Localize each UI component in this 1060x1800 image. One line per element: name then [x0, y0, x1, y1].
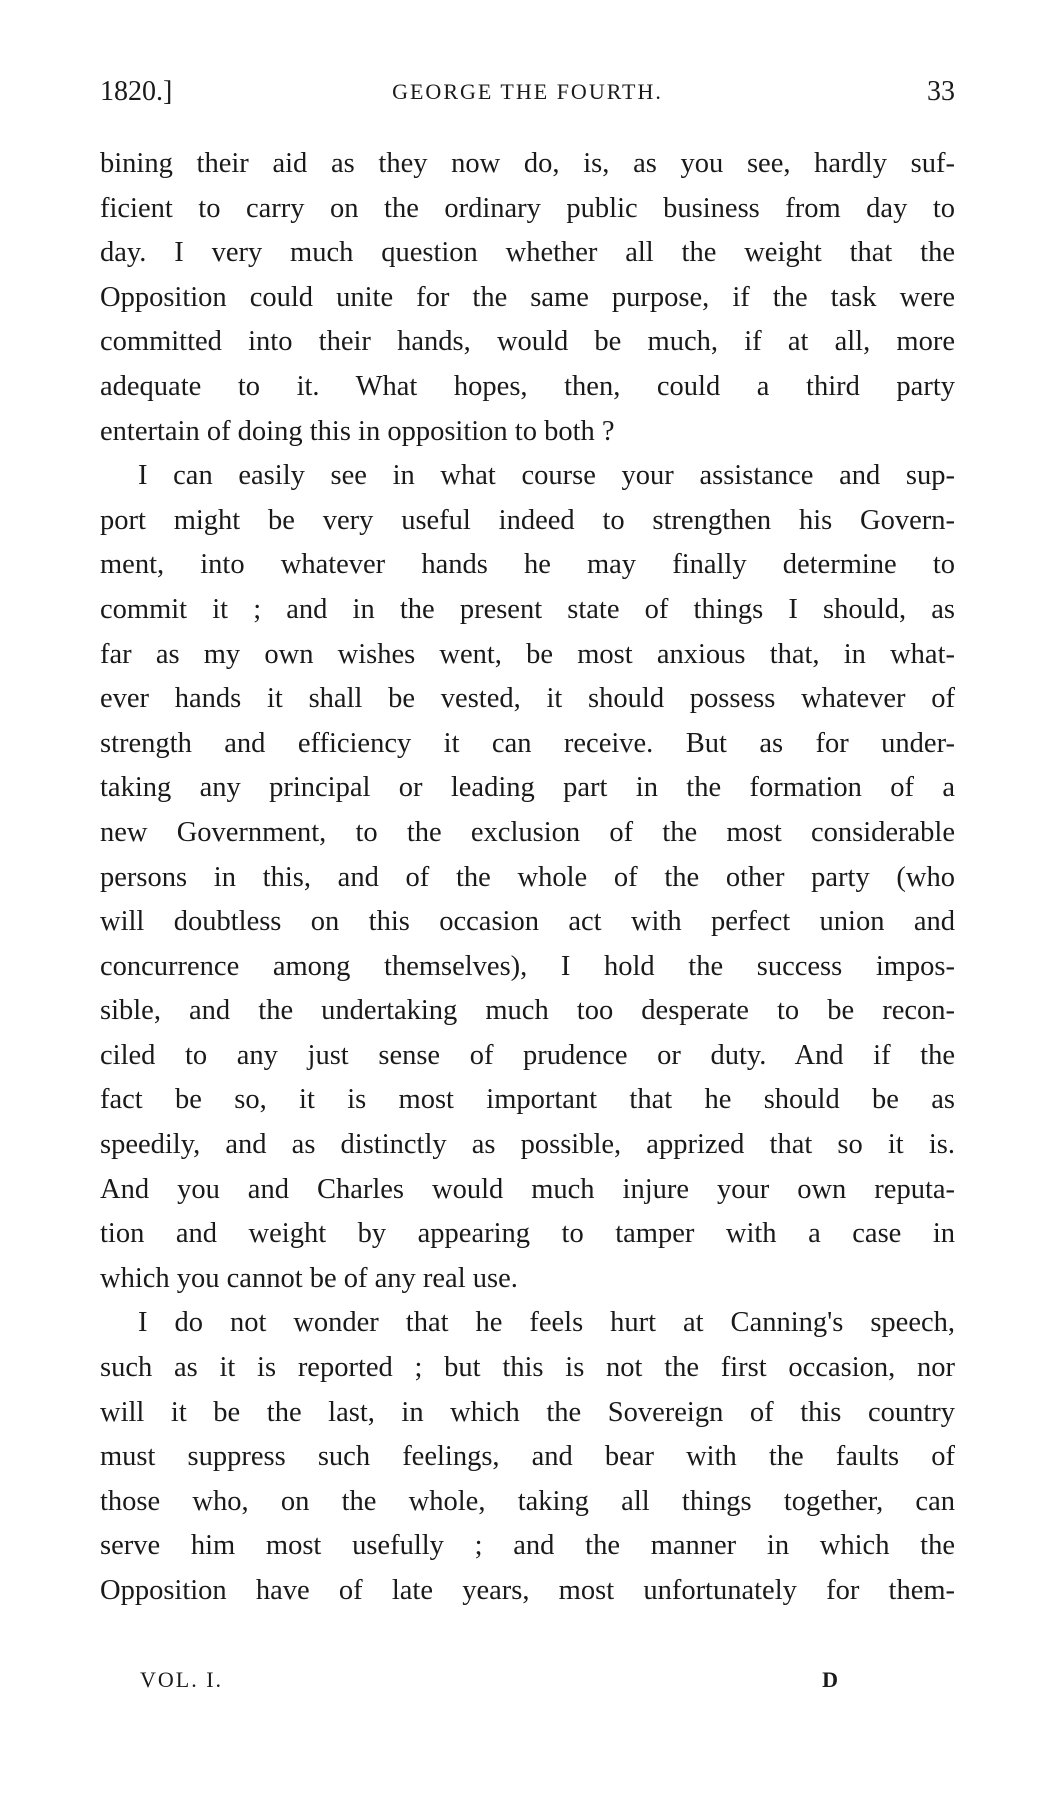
text-line: port might be very useful indeed to strengthen his Govern-: [100, 504, 955, 536]
running-head-title: GEORGE THE FOURTH.: [392, 79, 663, 104]
text-line: serve him most usefully ; and the manner in which the: [100, 1530, 955, 1562]
text-line: will it be the last, in which the Sovereign of this country: [100, 1396, 955, 1428]
text-line: I do not wonder that he feels hurt at Canning's speech,: [138, 1307, 955, 1339]
text-line: strength and efficiency it can receive. But as for under-: [100, 727, 955, 759]
body-text: [100, 142, 955, 1614]
text-line: taking any principal or leading part in the formation of a: [100, 772, 955, 804]
text-line: I can easily see in what course your assistance and sup-: [138, 460, 955, 492]
text-line: speedily, and as distinctly as possible, apprized that so it is.: [100, 1129, 955, 1161]
running-head: [100, 72, 955, 112]
running-head-year: 1820.]: [100, 76, 173, 107]
text-line: sible, and the undertaking much too desperate to be recon-: [100, 995, 955, 1027]
text-line: And you and Charles would much injure your own reputa-: [100, 1173, 955, 1205]
text-line: Opposition could unite for the same purpose, if the task were: [100, 281, 955, 313]
text-line: entertain of doing this in opposition to both ?: [100, 415, 615, 447]
paragraph-2: [100, 454, 955, 1301]
text-line: those who, on the whole, taking all things together, can: [100, 1485, 955, 1517]
volume-label: VOL. I.: [140, 1667, 224, 1692]
text-line: commit it ; and in the present state of things I should, as: [100, 593, 955, 625]
text-line: ment, into whatever hands he may finally determine to: [100, 549, 955, 581]
text-line: tion and weight by appearing to tamper with a case in: [100, 1218, 955, 1250]
page-number: 33: [927, 76, 955, 107]
text-line: far as my own wishes went, be most anxious that, in what-: [100, 638, 955, 670]
text-line: will doubtless on this occasion act with perfect union and: [100, 906, 955, 938]
text-line: ever hands it shall be vested, it should possess whatever of: [100, 683, 955, 715]
text-line: persons in this, and of the whole of the other party (who: [100, 861, 955, 893]
text-line: concurrence among themselves), I hold the success impos-: [100, 950, 955, 982]
paragraph-3: [100, 1301, 955, 1613]
text-line: such as it is reported ; but this is not the first occasion, nor: [100, 1352, 955, 1384]
text-line: Opposition have of late years, most unfortunately for them-: [100, 1575, 955, 1606]
text-line: ficient to carry on the ordinary public business from day to: [100, 192, 955, 224]
signature-mark: D: [822, 1667, 840, 1692]
text-line: bining their aid as they now do, is, as you see, hardly suf-: [100, 148, 955, 179]
text-line: committed into their hands, would be much, if at all, more: [100, 326, 955, 358]
text-line: which you cannot be of any real use.: [100, 1262, 518, 1294]
text-line: must suppress such feelings, and bear with the faults of: [100, 1441, 955, 1473]
paragraph-1: [100, 142, 955, 454]
text-line: day. I very much question whether all the weight that the: [100, 237, 955, 269]
text-line: ciled to any just sense of prudence or duty. And if the: [100, 1039, 955, 1071]
text-line: new Government, to the exclusion of the most considerable: [100, 816, 955, 848]
page-footer: [140, 1662, 840, 1698]
text-line: fact be so, it is most important that he should be as: [100, 1084, 955, 1116]
text-line: adequate to it. What hopes, then, could a third party: [100, 370, 955, 402]
